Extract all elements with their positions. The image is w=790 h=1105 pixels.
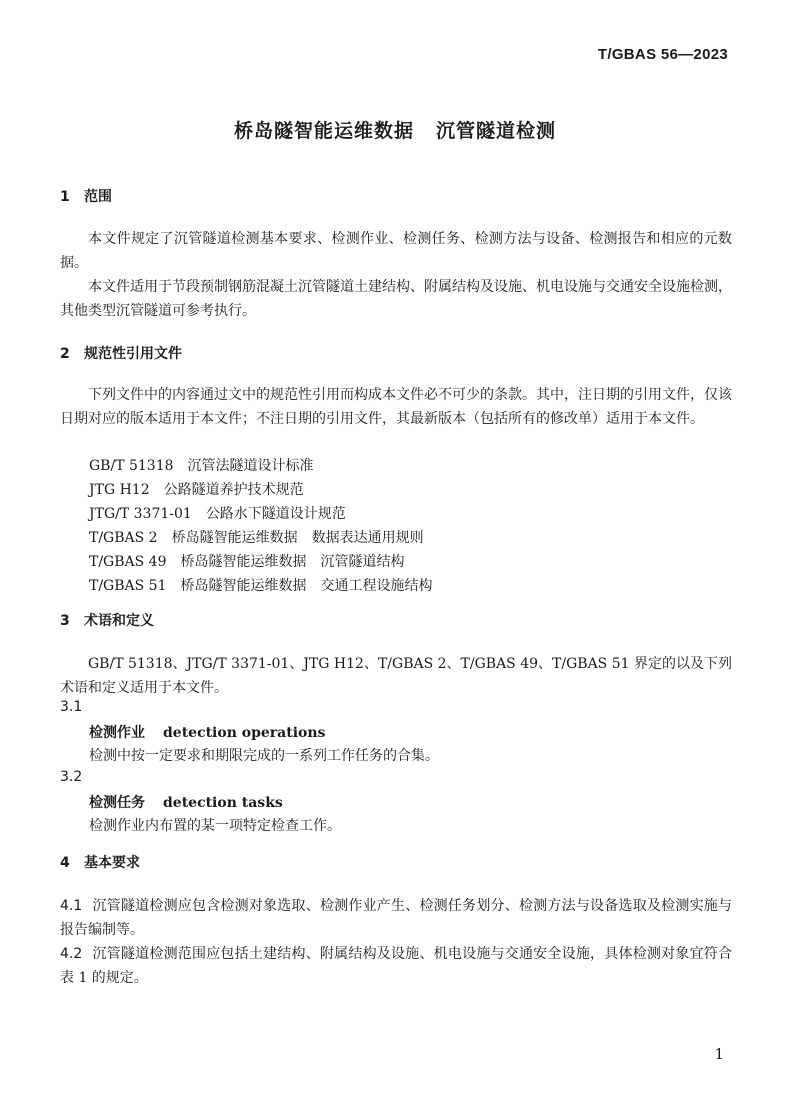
term-heading [89,792,283,812]
reference-code: T/GBAS 51 [89,578,167,594]
section-title: 基本要求 [84,855,140,871]
term-zh: 检测任务 [89,795,145,811]
clause-number: 4.1 [60,898,83,914]
reference-name: 公路隧道养护技术规范 [163,482,304,498]
reference-item [89,575,433,595]
section-2-intro: 下列文件中的内容通过文中的规范性引用而构成本文件必不可少的条款。其中，注日期的引用文件，仅该日期对应的版本适用于本文件；不注日期的引用文件，其最新版本（包括所有的修改单）适用于本文件。 [60,387,732,427]
reference-item [89,527,424,547]
section-3-heading [60,610,154,630]
reference-item [89,455,314,475]
section-1-paragraph-1: 本文件规定了沉管隧道检测基本要求、检测作业、检测任务、检测方法与设备、检测报告和相应的元数据。 [60,231,732,271]
reference-code: JTG H12 [89,482,150,498]
section-4-heading [60,852,140,872]
clause-4-2 [60,942,732,990]
section-title: 术语和定义 [84,613,154,629]
term-en: detection operations [163,725,326,741]
term-definition: 检测作业内布置的某一项特定检查工作。 [89,818,341,834]
reference-name: 桥岛隧智能运维数据 沉管隧道结构 [180,554,405,570]
reference-code: T/GBAS 49 [89,554,167,570]
document-code: T/GBAS 56—2023 [597,46,728,63]
term-heading [89,722,325,742]
term-definition: 检测中按一定要求和期限完成的一系列工作任务的合集。 [89,748,439,764]
term-en: detection tasks [163,795,283,811]
reference-item [89,551,405,571]
reference-name: 公路水下隧道设计规范 [205,506,346,522]
term-number: 3.2 [60,769,83,785]
reference-name: 桥岛隧智能运维数据 交通工程设施结构 [180,578,433,594]
term-zh: 检测作业 [89,725,145,741]
clause-number: 4.2 [60,946,83,962]
clause-text: 沉管隧道检测范围应包括土建结构、附属结构及设施、机电设施与交通安全设施，具体检测对象宜符合表 1 的规定。 [60,946,732,986]
reference-name: 沉管法隧道设计标准 [187,458,314,474]
section-number: 3 [60,613,70,629]
reference-code: GB/T 51318 [89,458,174,474]
reference-code: JTG/T 3371-01 [89,506,192,522]
clause-4-1 [60,894,732,942]
reference-item [89,503,346,523]
page-number: 1 [714,1045,724,1063]
title-part-1: 桥岛隧智能运维数据 [233,120,414,142]
section-2-heading [60,343,182,363]
section-1-heading [60,186,112,206]
term-number: 3.1 [60,699,83,715]
reference-item [89,479,304,499]
clause-text: 沉管隧道检测应包含检测对象选取、检测作业产生、检测任务划分、检测方法与设备选取及检测实施与报告编制等。 [60,898,732,938]
reference-code: T/GBAS 2 [89,530,158,546]
document-title [0,116,790,143]
reference-name: 桥岛隧智能运维数据 数据表达通用规则 [171,530,424,546]
section-number: 2 [60,346,70,362]
section-number: 1 [60,189,70,205]
section-1-paragraph-2: 本文件适用于节段预制钢筋混凝土沉管隧道土建结构、附属结构及设施、机电设施与交通安全设施检测，其他类型沉管隧道可参考执行。 [60,279,732,319]
section-number: 4 [60,855,70,871]
section-title: 规范性引用文件 [84,346,182,362]
title-part-2: 沉管隧道检测 [436,120,557,142]
section-title: 范围 [84,189,112,205]
section-3-intro: GB/T 51318、JTG/T 3371-01、JTG H12、T/GBAS 2、T/GBAS 49、T/GBAS 51 界定的以及下列术语和定义适用于本文件。 [60,656,732,696]
